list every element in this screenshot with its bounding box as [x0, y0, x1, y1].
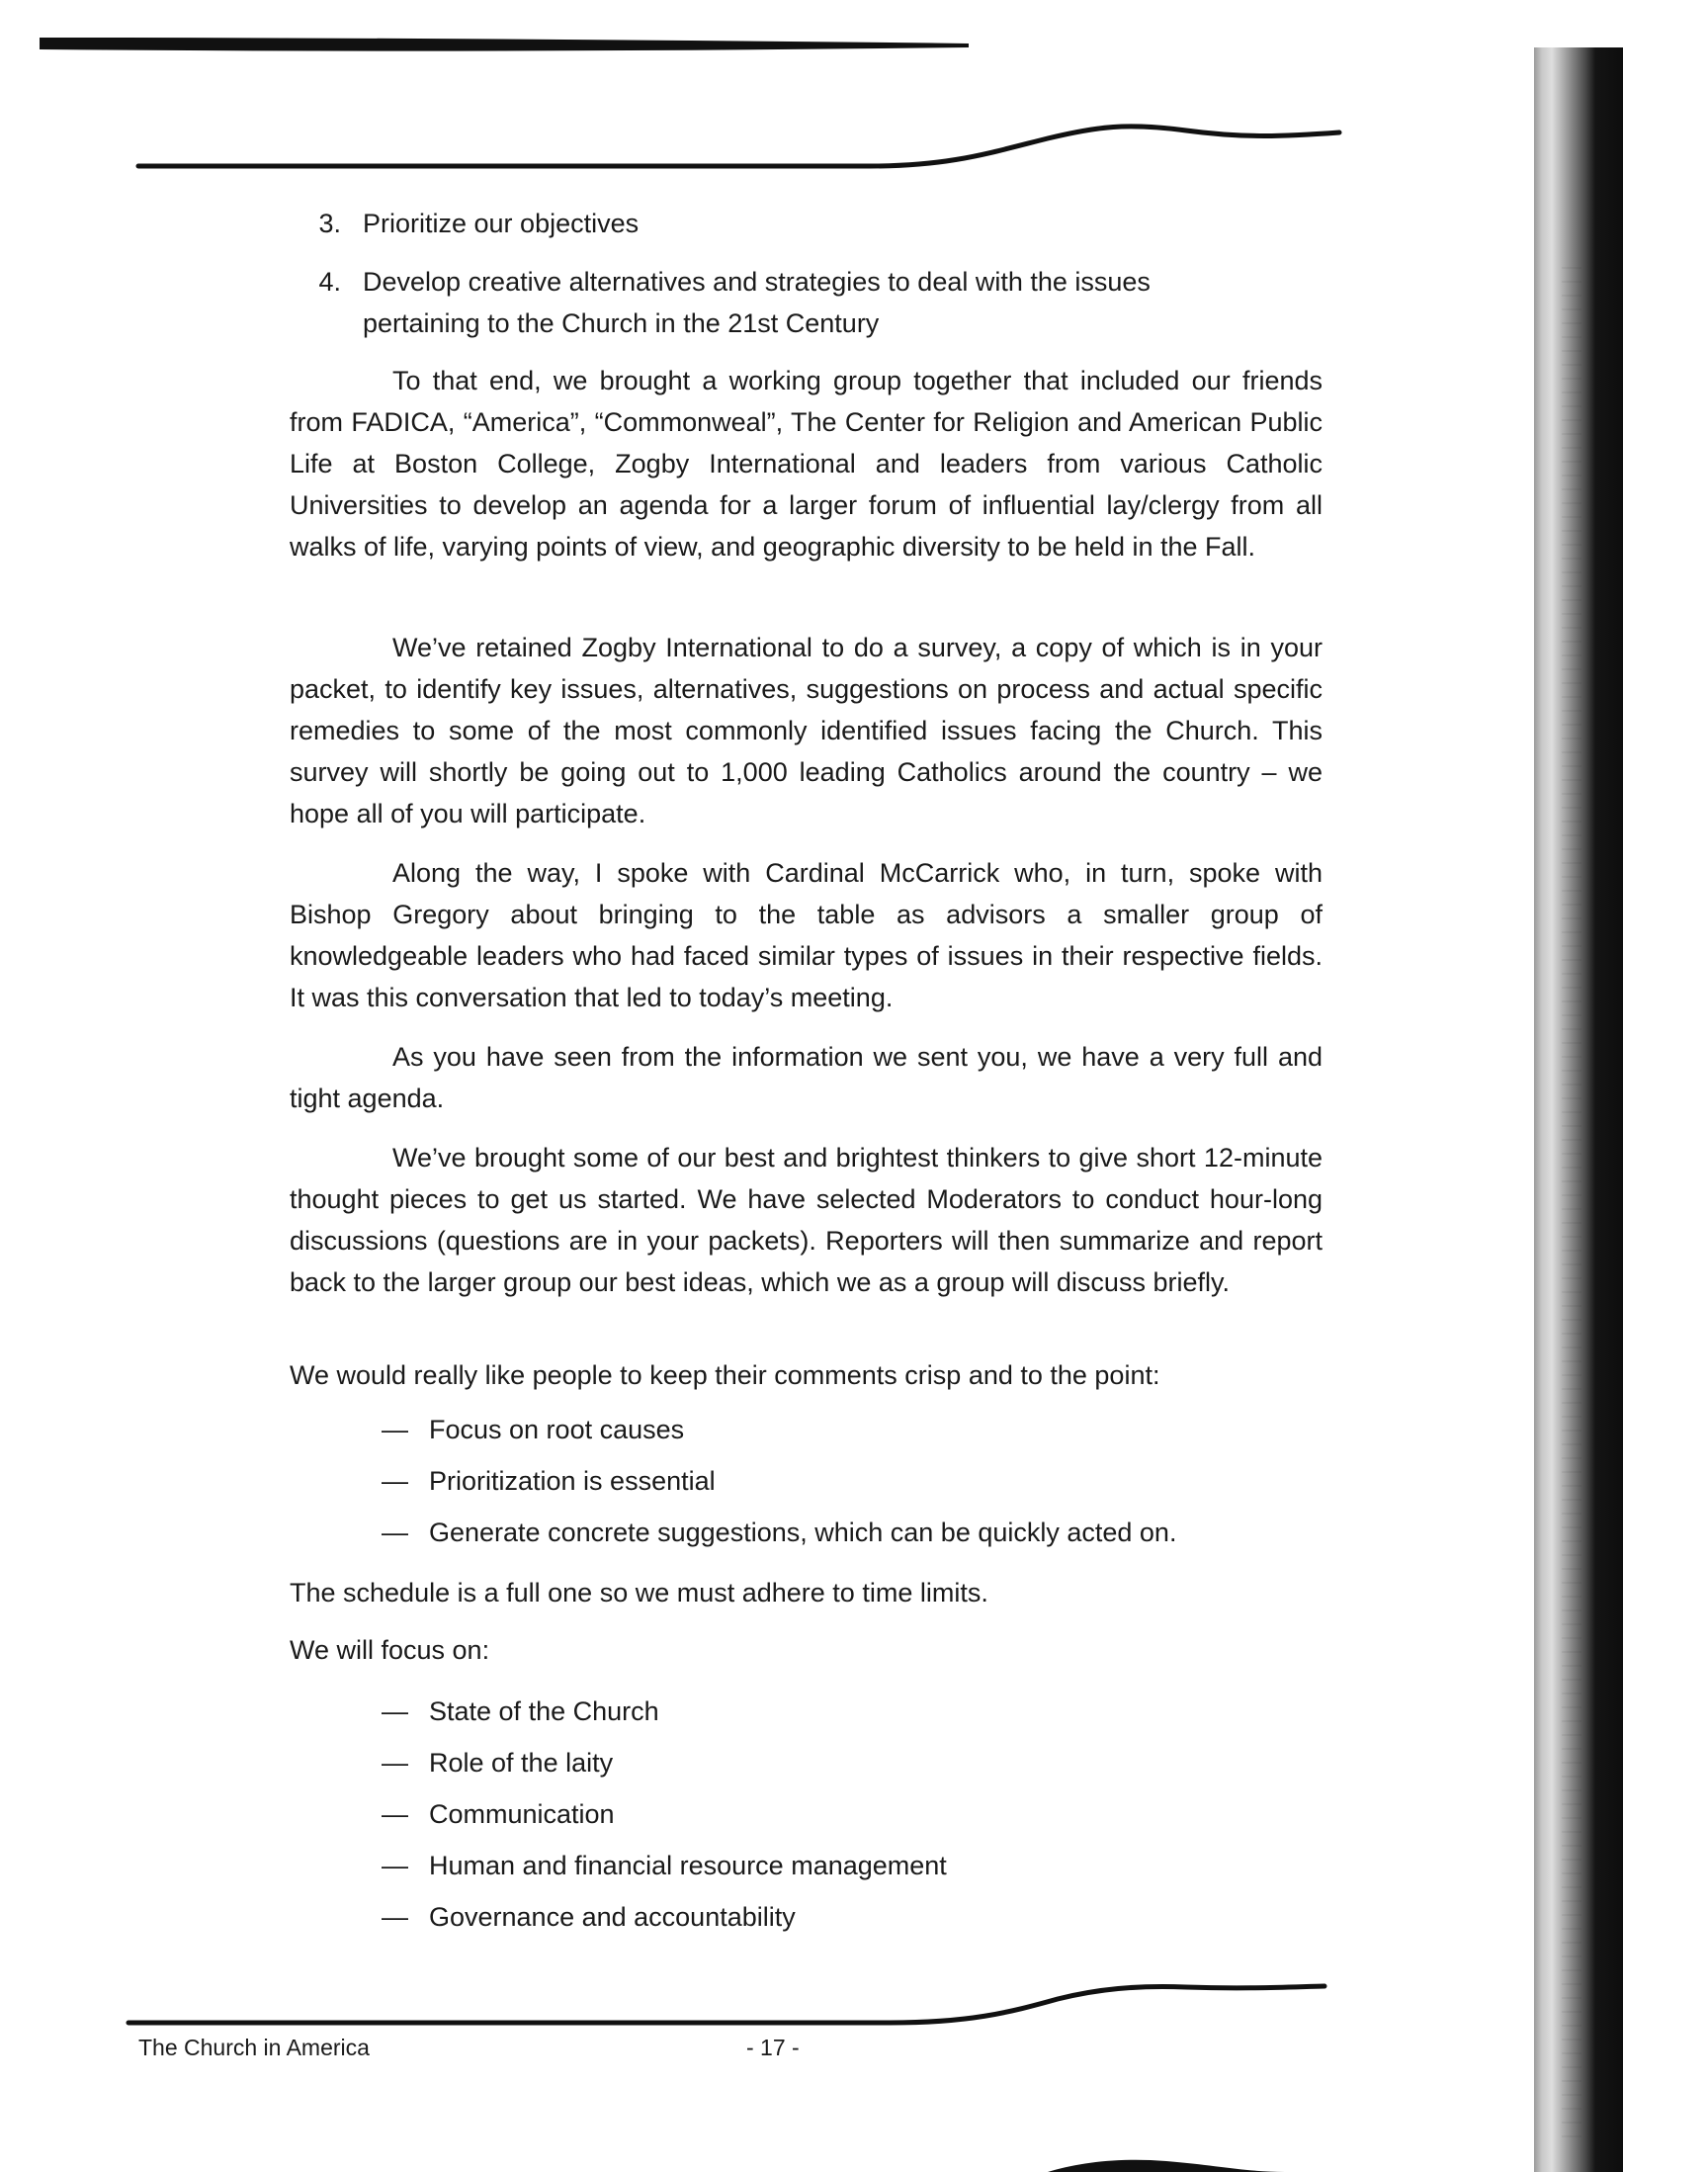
list-item	[382, 1896, 947, 1948]
list-item-text: Role of the laity	[429, 1748, 614, 1778]
paragraph-agenda: As you have seen from the information we sent you, we have a very full and tight agenda.	[290, 1042, 1323, 1113]
list-number: 4.	[318, 267, 341, 297]
list-item	[382, 1409, 1176, 1460]
bottom-edge-swoosh	[1048, 2160, 1285, 2172]
schedule-note: The schedule is a full one so we must adhere to time limits.	[290, 1578, 988, 1607]
footer-swoosh-rule	[128, 1986, 1324, 2023]
numbered-item-4-continuation: pertaining to the Church in the 21st Century	[363, 308, 880, 338]
list-item-text: Prioritization is essential	[429, 1466, 716, 1496]
list-item	[382, 1845, 947, 1896]
dash-glyph: —	[382, 1748, 408, 1778]
dash-glyph: —	[382, 1466, 408, 1496]
list-item	[382, 1742, 947, 1793]
list-item-text: State of the Church	[429, 1696, 659, 1726]
page-number: - 17 -	[746, 2035, 800, 2060]
comments-intro: We would really like people to keep their comments crisp and to the point:	[290, 1360, 1160, 1390]
dash-glyph: —	[382, 1902, 408, 1932]
dash-glyph: —	[382, 1851, 408, 1880]
dash-glyph: —	[382, 1696, 408, 1726]
footer-title: The Church in America	[138, 2035, 370, 2060]
list-item	[382, 1793, 947, 1845]
paragraph-thinkers: We’ve brought some of our best and brightest thinkers to give short 12-minute thought pieces to get us started. We have selected Moderators to conduct hour-long discussions (questions are in your packets). Reporters will then summarize and report back to the larger group our best ideas, which we as a group will discuss briefly.	[290, 1143, 1323, 1297]
list-item	[382, 1512, 1176, 1563]
list-item-text: Develop creative alternatives and strategies to deal with the issues	[363, 267, 1151, 297]
dash-glyph: —	[382, 1415, 408, 1444]
focus-topics-list	[382, 1691, 947, 1948]
dash-glyph: —	[382, 1799, 408, 1829]
paragraph-survey: We’ve retained Zogby International to do a survey, a copy of which is in your packet, to identify key issues, alternatives, suggestions on process and actual specific remedies to some of the most commonly identified issues facing the Church. This survey will shortly be going out to 1,000 leading Catholics around the country – we hope all of you will participate.	[290, 633, 1323, 828]
list-item-text: Prioritize our objectives	[363, 209, 640, 238]
list-number: 3.	[318, 209, 341, 238]
paragraph-advisors: Along the way, I spoke with Cardinal McCarrick who, in turn, spoke with Bishop Gregory about bringing to the table as advisors a smaller group of knowledgeable leaders who had faced similar types of issues in their respective fields. It was this conversation that led to today’s meeting.	[290, 858, 1323, 1012]
list-item-text: Human and financial resource management	[429, 1851, 947, 1880]
paragraph-working-group: To that end, we brought a working group together that included our friends from FADICA, “America”, “Commonweal”, The Center for Religion and American Public Life at Boston College, Zogby International and leaders from various Catholic Universities to develop an agenda for a larger forum of influential lay/clergy from all walks of life, varying points of view, and geographic diversity to be held in the Fall.	[290, 366, 1323, 562]
list-item-text: Focus on root causes	[429, 1415, 685, 1444]
focus-intro: We will focus on:	[290, 1635, 490, 1665]
list-item-text: Governance and accountability	[429, 1902, 796, 1932]
list-item-text: Generate concrete suggestions, which can be quickly acted on.	[429, 1518, 1177, 1547]
comment-guidelines-list	[382, 1409, 1176, 1563]
list-item	[382, 1691, 947, 1742]
list-item	[382, 1460, 1176, 1512]
dash-glyph: —	[382, 1518, 408, 1547]
list-item-text: Communication	[429, 1799, 615, 1829]
